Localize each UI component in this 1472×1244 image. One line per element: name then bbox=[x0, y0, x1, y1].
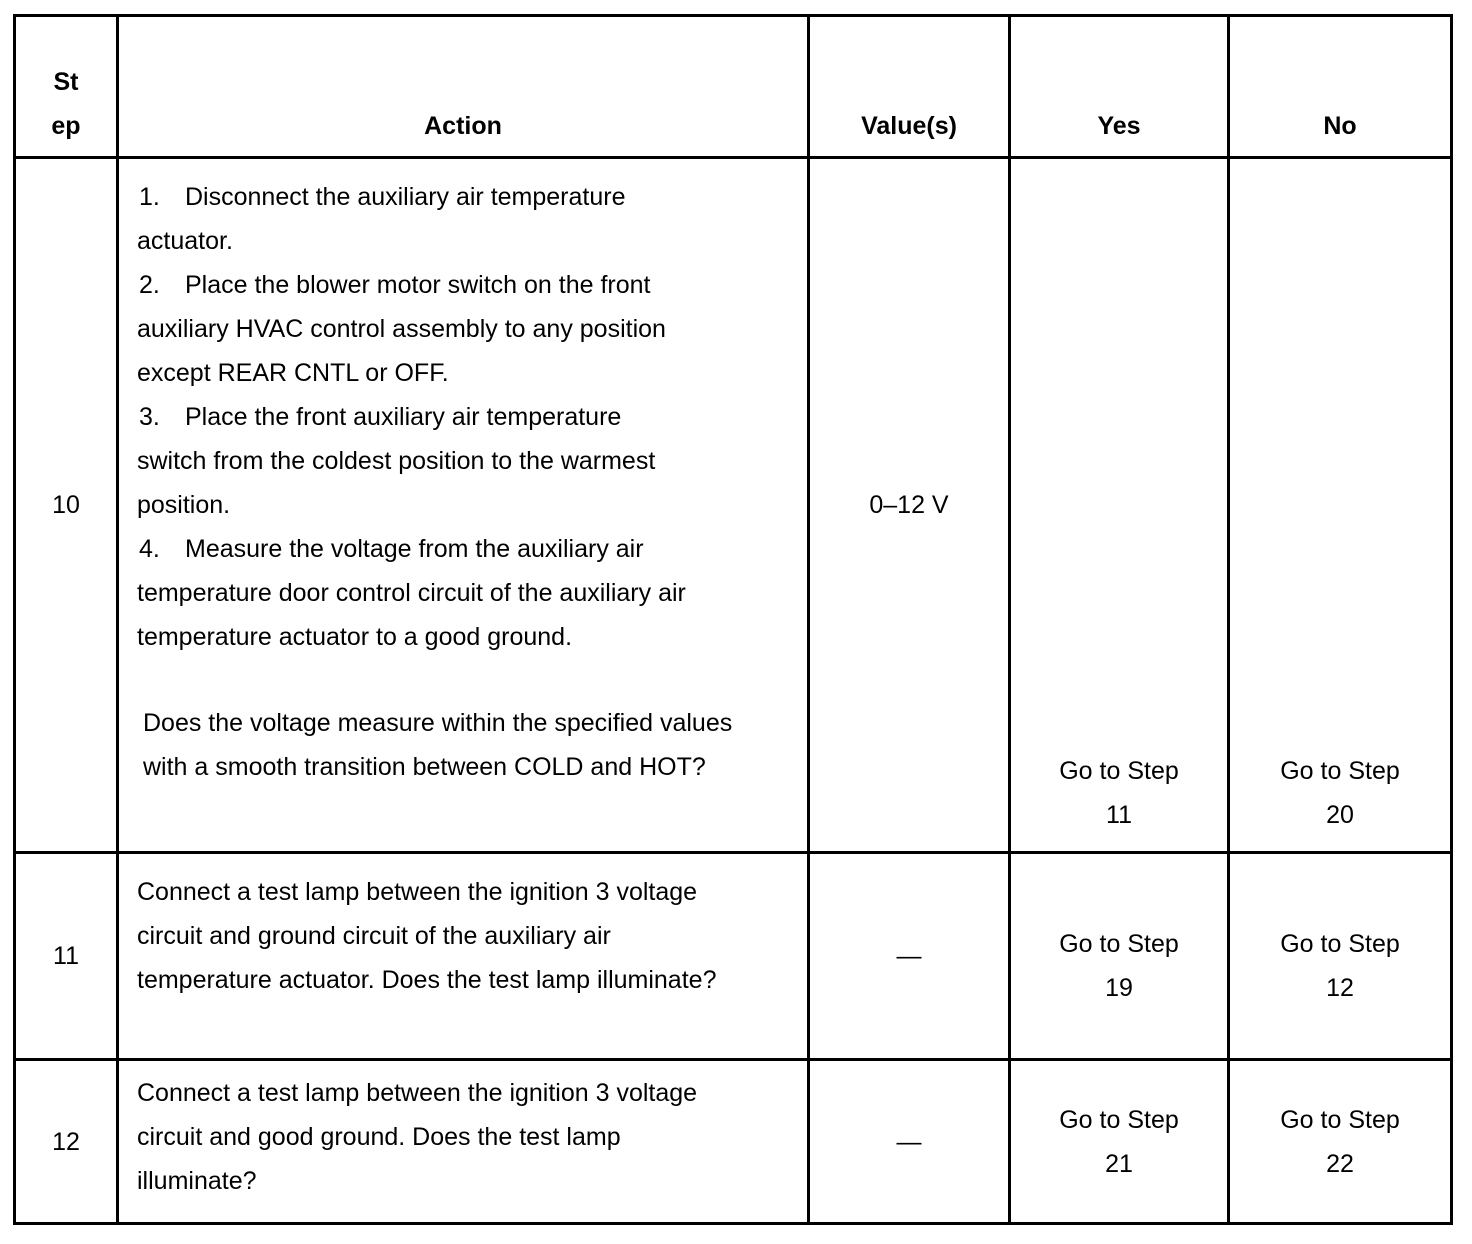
no-line2: 20 bbox=[1326, 801, 1354, 829]
no-line1: Go to Step bbox=[1280, 930, 1400, 958]
no-cell bbox=[1229, 853, 1452, 1060]
header-step bbox=[15, 16, 118, 158]
no-line1: Go to Step bbox=[1280, 757, 1400, 785]
item-text-rest: switch from the coldest position to the warmest position. bbox=[137, 447, 656, 519]
diagnostic-table bbox=[13, 14, 1453, 1225]
header-yes: Yes bbox=[1010, 16, 1229, 158]
header-action: Action bbox=[118, 16, 809, 158]
no-cell bbox=[1229, 158, 1452, 853]
action-cell bbox=[118, 158, 809, 853]
header-step-line1: St bbox=[53, 68, 79, 96]
item-text-rest: auxiliary HVAC control assembly to any position except REAR CNTL or OFF. bbox=[137, 315, 666, 387]
question-text: Does the voltage measure within the specified values with a smooth transition between COLD and HOT? bbox=[143, 709, 733, 781]
step-cell: 10 bbox=[15, 158, 118, 853]
step-cell: 11 bbox=[15, 853, 118, 1060]
step-cell: 12 bbox=[15, 1060, 118, 1224]
action-cell bbox=[118, 1060, 809, 1224]
value-cell: — bbox=[809, 853, 1010, 1060]
no-line2: 12 bbox=[1326, 974, 1354, 1002]
item-number: 3. bbox=[139, 403, 160, 431]
yes-line2: 11 bbox=[1106, 801, 1132, 829]
item-number: 4. bbox=[139, 535, 160, 563]
table-row bbox=[15, 853, 1452, 1060]
table-row bbox=[15, 1060, 1452, 1224]
yes-cell bbox=[1010, 158, 1229, 853]
yes-line2: 19 bbox=[1105, 974, 1133, 1002]
item-text-first: Place the blower motor switch on the front bbox=[185, 271, 651, 299]
value-cell: — bbox=[809, 1060, 1010, 1224]
value-cell: 0–12 V bbox=[809, 158, 1010, 853]
header-step-line2: ep bbox=[51, 112, 81, 140]
yes-line2: 21 bbox=[1105, 1149, 1133, 1178]
action-text: Connect a test lamp between the ignition 3 voltage circuit and ground circuit of the auxiliary air temperature actuator. Does the test lamp illuminate? bbox=[137, 878, 717, 994]
item-text-first: Disconnect the auxiliary air temperature bbox=[185, 183, 626, 211]
header-row bbox=[15, 16, 1452, 158]
item-number: 2. bbox=[139, 271, 160, 299]
yes-line1: Go to Step bbox=[1059, 1105, 1179, 1134]
yes-cell bbox=[1010, 1060, 1229, 1224]
table-row bbox=[15, 158, 1452, 853]
no-cell bbox=[1229, 1060, 1452, 1224]
item-text-rest: actuator. bbox=[137, 227, 233, 255]
list-item bbox=[137, 527, 807, 659]
yes-line1: Go to Step bbox=[1059, 757, 1179, 785]
item-number: 1. bbox=[139, 183, 160, 211]
no-line1: Go to Step bbox=[1280, 1105, 1400, 1134]
item-text-first: Measure the voltage from the auxiliary air bbox=[185, 535, 644, 563]
item-text-first: Place the front auxiliary air temperature bbox=[185, 403, 622, 431]
header-values: Value(s) bbox=[809, 16, 1010, 158]
yes-line1: Go to Step bbox=[1059, 930, 1179, 958]
list-item bbox=[137, 395, 807, 527]
header-no: No bbox=[1229, 16, 1452, 158]
action-text: Connect a test lamp between the ignition 3 voltage circuit and good ground. Does the test lamp illuminate? bbox=[137, 1079, 698, 1195]
action-cell bbox=[118, 853, 809, 1060]
list-item bbox=[137, 263, 807, 395]
list-item bbox=[137, 175, 807, 263]
yes-cell bbox=[1010, 853, 1229, 1060]
no-line2: 22 bbox=[1326, 1149, 1354, 1178]
item-text-rest: temperature door control circuit of the auxiliary air temperature actuator to a good ground. bbox=[137, 579, 686, 651]
